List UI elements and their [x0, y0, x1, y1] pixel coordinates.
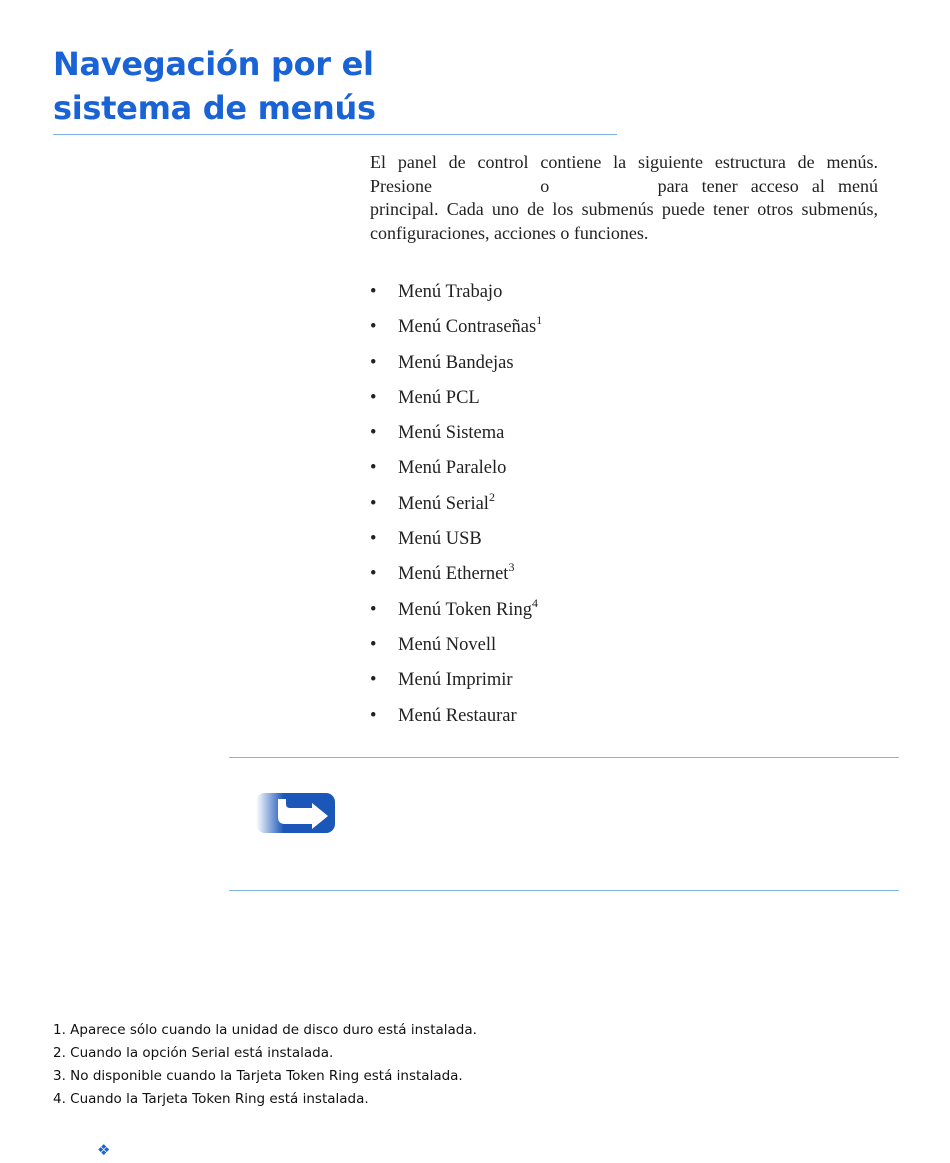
bullet: • [370, 599, 377, 620]
note-bottom-divider [229, 890, 899, 891]
bullet: • [370, 634, 377, 655]
bullet: • [370, 387, 377, 408]
list-item [370, 456, 542, 491]
list-item [370, 633, 542, 668]
menu-label: Menú Trabajo [398, 282, 503, 302]
footnote: 4. Cuando la Tarjeta Token Ring está instalada. [53, 1091, 369, 1107]
intro-paragraph [370, 151, 878, 245]
arrow-right-note-icon [256, 791, 336, 835]
menu-label: Menú Restaurar [398, 705, 517, 726]
menu-list [370, 280, 542, 739]
bullet: • [370, 352, 377, 373]
list-item [370, 386, 542, 421]
menu-label: Menú Imprimir [398, 670, 513, 691]
list-item [370, 527, 542, 562]
title-divider [53, 134, 617, 135]
bullet: • [370, 423, 377, 444]
title-line-1: Navegación por el [53, 45, 374, 83]
diamond-ornament-icon: ❖ [97, 1141, 111, 1159]
bullet: • [370, 493, 377, 514]
note-top-divider [229, 757, 899, 758]
menu-label: Menú PCL [398, 387, 480, 408]
footnote: 1. Aparece sólo cuando la unidad de disco duro está instalada. [53, 1022, 477, 1038]
menu-label: Menú Sistema [398, 423, 505, 444]
list-item [370, 668, 542, 703]
list-item [370, 704, 542, 739]
menu-label: Menú USB [398, 529, 482, 550]
list-item [370, 315, 542, 350]
menu-label: Menú Contraseñas [398, 317, 537, 338]
bullet: • [370, 458, 377, 479]
bullet: • [370, 282, 377, 302]
intro-text-1: El panel de control contiene la siguiente estructura de menús. Presione [370, 152, 878, 196]
list-item [370, 280, 542, 315]
list-item [370, 351, 542, 386]
footnote-ref: 2 [488, 489, 495, 504]
menu-label: Menú Serial [398, 493, 489, 514]
bullet: • [370, 670, 377, 691]
menu-label: Menú Ethernet [398, 564, 509, 585]
title-line-2: sistema de menús [53, 89, 376, 127]
list-item [370, 562, 542, 597]
menu-label: Menú Novell [398, 634, 497, 655]
bullet: • [370, 317, 377, 338]
list-item [370, 489, 542, 527]
list-item [370, 421, 542, 456]
list-item [370, 595, 542, 633]
bullet: • [370, 564, 377, 585]
menu-label: Menú Paralelo [398, 458, 507, 479]
footnote: 3. No disponible cuando la Tarjeta Token Ring está instalada. [53, 1068, 463, 1084]
footnote: 2. Cuando la opción Serial está instalada. [53, 1045, 334, 1061]
menu-label: Menú Token Ring [398, 599, 533, 620]
footnote-ref: 4 [532, 595, 539, 610]
intro-connector: o [540, 175, 550, 196]
page-title [53, 42, 376, 130]
bullet: • [370, 705, 377, 726]
footnote-ref: 3 [508, 560, 515, 575]
footnote-ref: 1 [536, 313, 543, 328]
bullet: • [370, 529, 377, 550]
intro-text-2: para tener acceso al menú principal. Cada uno de los submenús puede tener otros submenús, configuraciones, acciones o funciones. [370, 175, 879, 243]
menu-label: Menú Bandejas [398, 352, 514, 373]
footnotes [53, 1019, 477, 1111]
